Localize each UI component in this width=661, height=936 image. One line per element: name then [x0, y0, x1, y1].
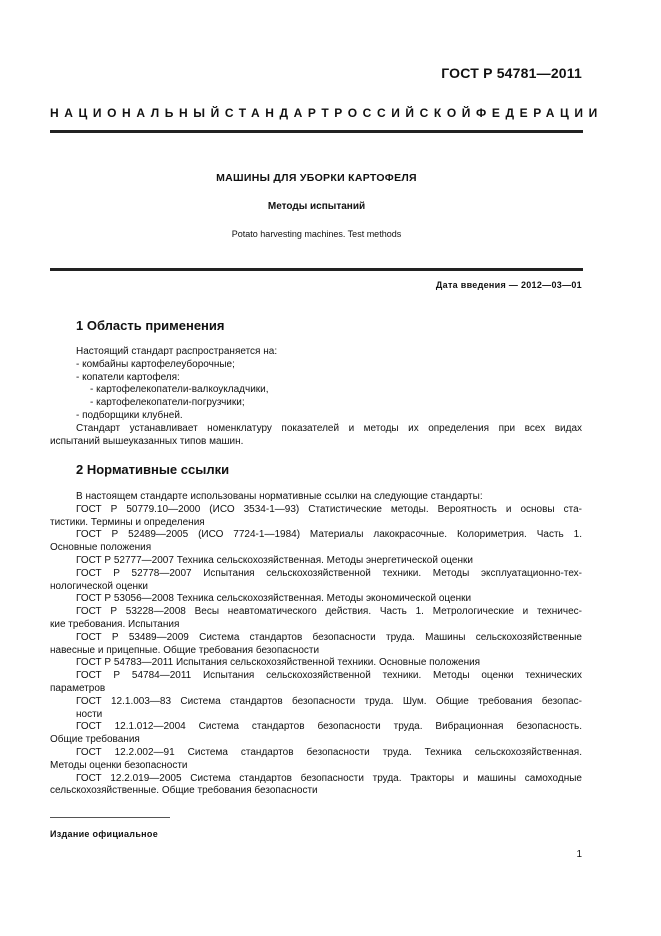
text-line: В настоящем стандарте использованы нормативные ссылки на следующие стандарты:: [76, 491, 483, 502]
list-item: - подборщики клубней.: [76, 409, 183, 421]
reference-line: ГОСТ Р 52778—2007 Испытания сельскохозяйственной техники. Методы эксплуатационно-тех-: [76, 567, 582, 579]
reference-line: ГОСТ 12.2.019—2005 Система стандартов безопасности труда. Тракторы и машины самоходные: [76, 772, 582, 784]
section-1-heading: 1 Область применения: [76, 318, 225, 333]
reference-line: сельскохозяйственные. Общие требования безопасности: [50, 785, 318, 797]
official-edition-label: Издание официальное: [50, 829, 159, 839]
page-number: 1: [576, 849, 582, 860]
section-2-body: [50, 491, 582, 798]
list-item: - комбайны картофелеуборочные;: [76, 358, 235, 370]
reference-line: ГОСТ Р 50779.10—2000 (ИСО 3534-1—93) Статистические методы. Вероятность и основы ста-: [76, 503, 582, 515]
title-divider: [50, 268, 583, 271]
reference-line: ГОСТ 12.1.003—83 Система стандартов безопасности труда. Шум. Общие требования безопас-: [76, 695, 582, 707]
document-title: МАШИНЫ ДЛЯ УБОРКИ КАРТОФЕЛЯ: [216, 172, 417, 184]
reference-line: навесные и прицепные. Общие требования безопасности: [50, 644, 320, 656]
banner-word: СТАНДАРТ: [224, 106, 335, 120]
top-divider: [50, 130, 583, 133]
banner-word: НАЦИОНАЛЬНЫЙ: [50, 106, 225, 120]
banner-word: РОССИЙСКОЙ: [334, 106, 477, 120]
text-line: Стандарт устанавливает номенклатуру показателей и методы их определения при всех видах: [76, 422, 582, 434]
reference-line: Методы оценки безопасности: [50, 759, 188, 771]
reference-line: ГОСТ Р 53228—2008 Весы неавтоматического действия. Часть 1. Метрологические и техничес-: [76, 606, 582, 618]
reference-line: ГОСТ 12.2.002—91 Система стандартов безопасности труда. Техника сельскохозяйственная.: [76, 746, 582, 758]
gost-code: ГОСТ Р 54781—2011: [441, 65, 582, 81]
section-1-body: [50, 346, 582, 448]
text-line: испытаний вышеуказанных типов машин.: [50, 435, 244, 447]
reference-line: Основные положения: [50, 542, 152, 554]
list-item: - картофелекопатели-валкоукладчики,: [90, 384, 269, 396]
section-2-heading: 2 Нормативные ссылки: [76, 462, 230, 477]
reference-line: ГОСТ Р 53489—2009 Система стандартов безопасности труда. Машины сельскохозяйственные: [76, 631, 582, 643]
reference-line: нологической оценки: [50, 580, 149, 592]
document-subtitle: Методы испытаний: [267, 201, 366, 212]
reference-line: ГОСТ Р 53056—2008 Техника сельскохозяйственная. Методы экономической оценки: [76, 593, 472, 605]
reference-line: кие требования. Испытания: [50, 618, 180, 630]
english-title: Potato harvesting machines. Test methods: [231, 229, 402, 239]
reference-line: ГОСТ Р 54784—2011 Испытания сельскохозяйственной техники. Методы оценки технических: [76, 670, 582, 682]
reference-line: тистики. Термины и определения: [50, 516, 205, 528]
reference-line: Общие требования: [50, 734, 140, 746]
text-line: Настоящий стандарт распространяется на:: [76, 346, 278, 357]
introduction-date: Дата введения — 2012—03—01: [435, 280, 582, 290]
national-standard-banner: [50, 106, 603, 120]
reference-line: ности: [76, 708, 103, 720]
reference-line: параметров: [50, 682, 106, 694]
reference-line: ГОСТ 12.1.012—2004 Система стандартов безопасности труда. Вибрационная безопасность.: [76, 721, 582, 733]
list-item: - картофелекопатели-погрузчики;: [90, 397, 245, 409]
reference-line: ГОСТ Р 54783—2011 Испытания сельскохозяйственной техники. Основные положения: [76, 657, 481, 669]
banner-word: ФЕДЕРАЦИИ: [476, 106, 603, 120]
list-item: - копатели картофеля:: [76, 371, 180, 383]
reference-line: ГОСТ Р 52489—2005 (ИСО 7724-1—1984) Материалы лакокрасочные. Колориметрия. Часть 1.: [76, 529, 582, 541]
reference-line: ГОСТ Р 52777—2007 Техника сельскохозяйственная. Методы энергетической оценки: [76, 554, 473, 566]
footer-divider: [50, 817, 170, 818]
